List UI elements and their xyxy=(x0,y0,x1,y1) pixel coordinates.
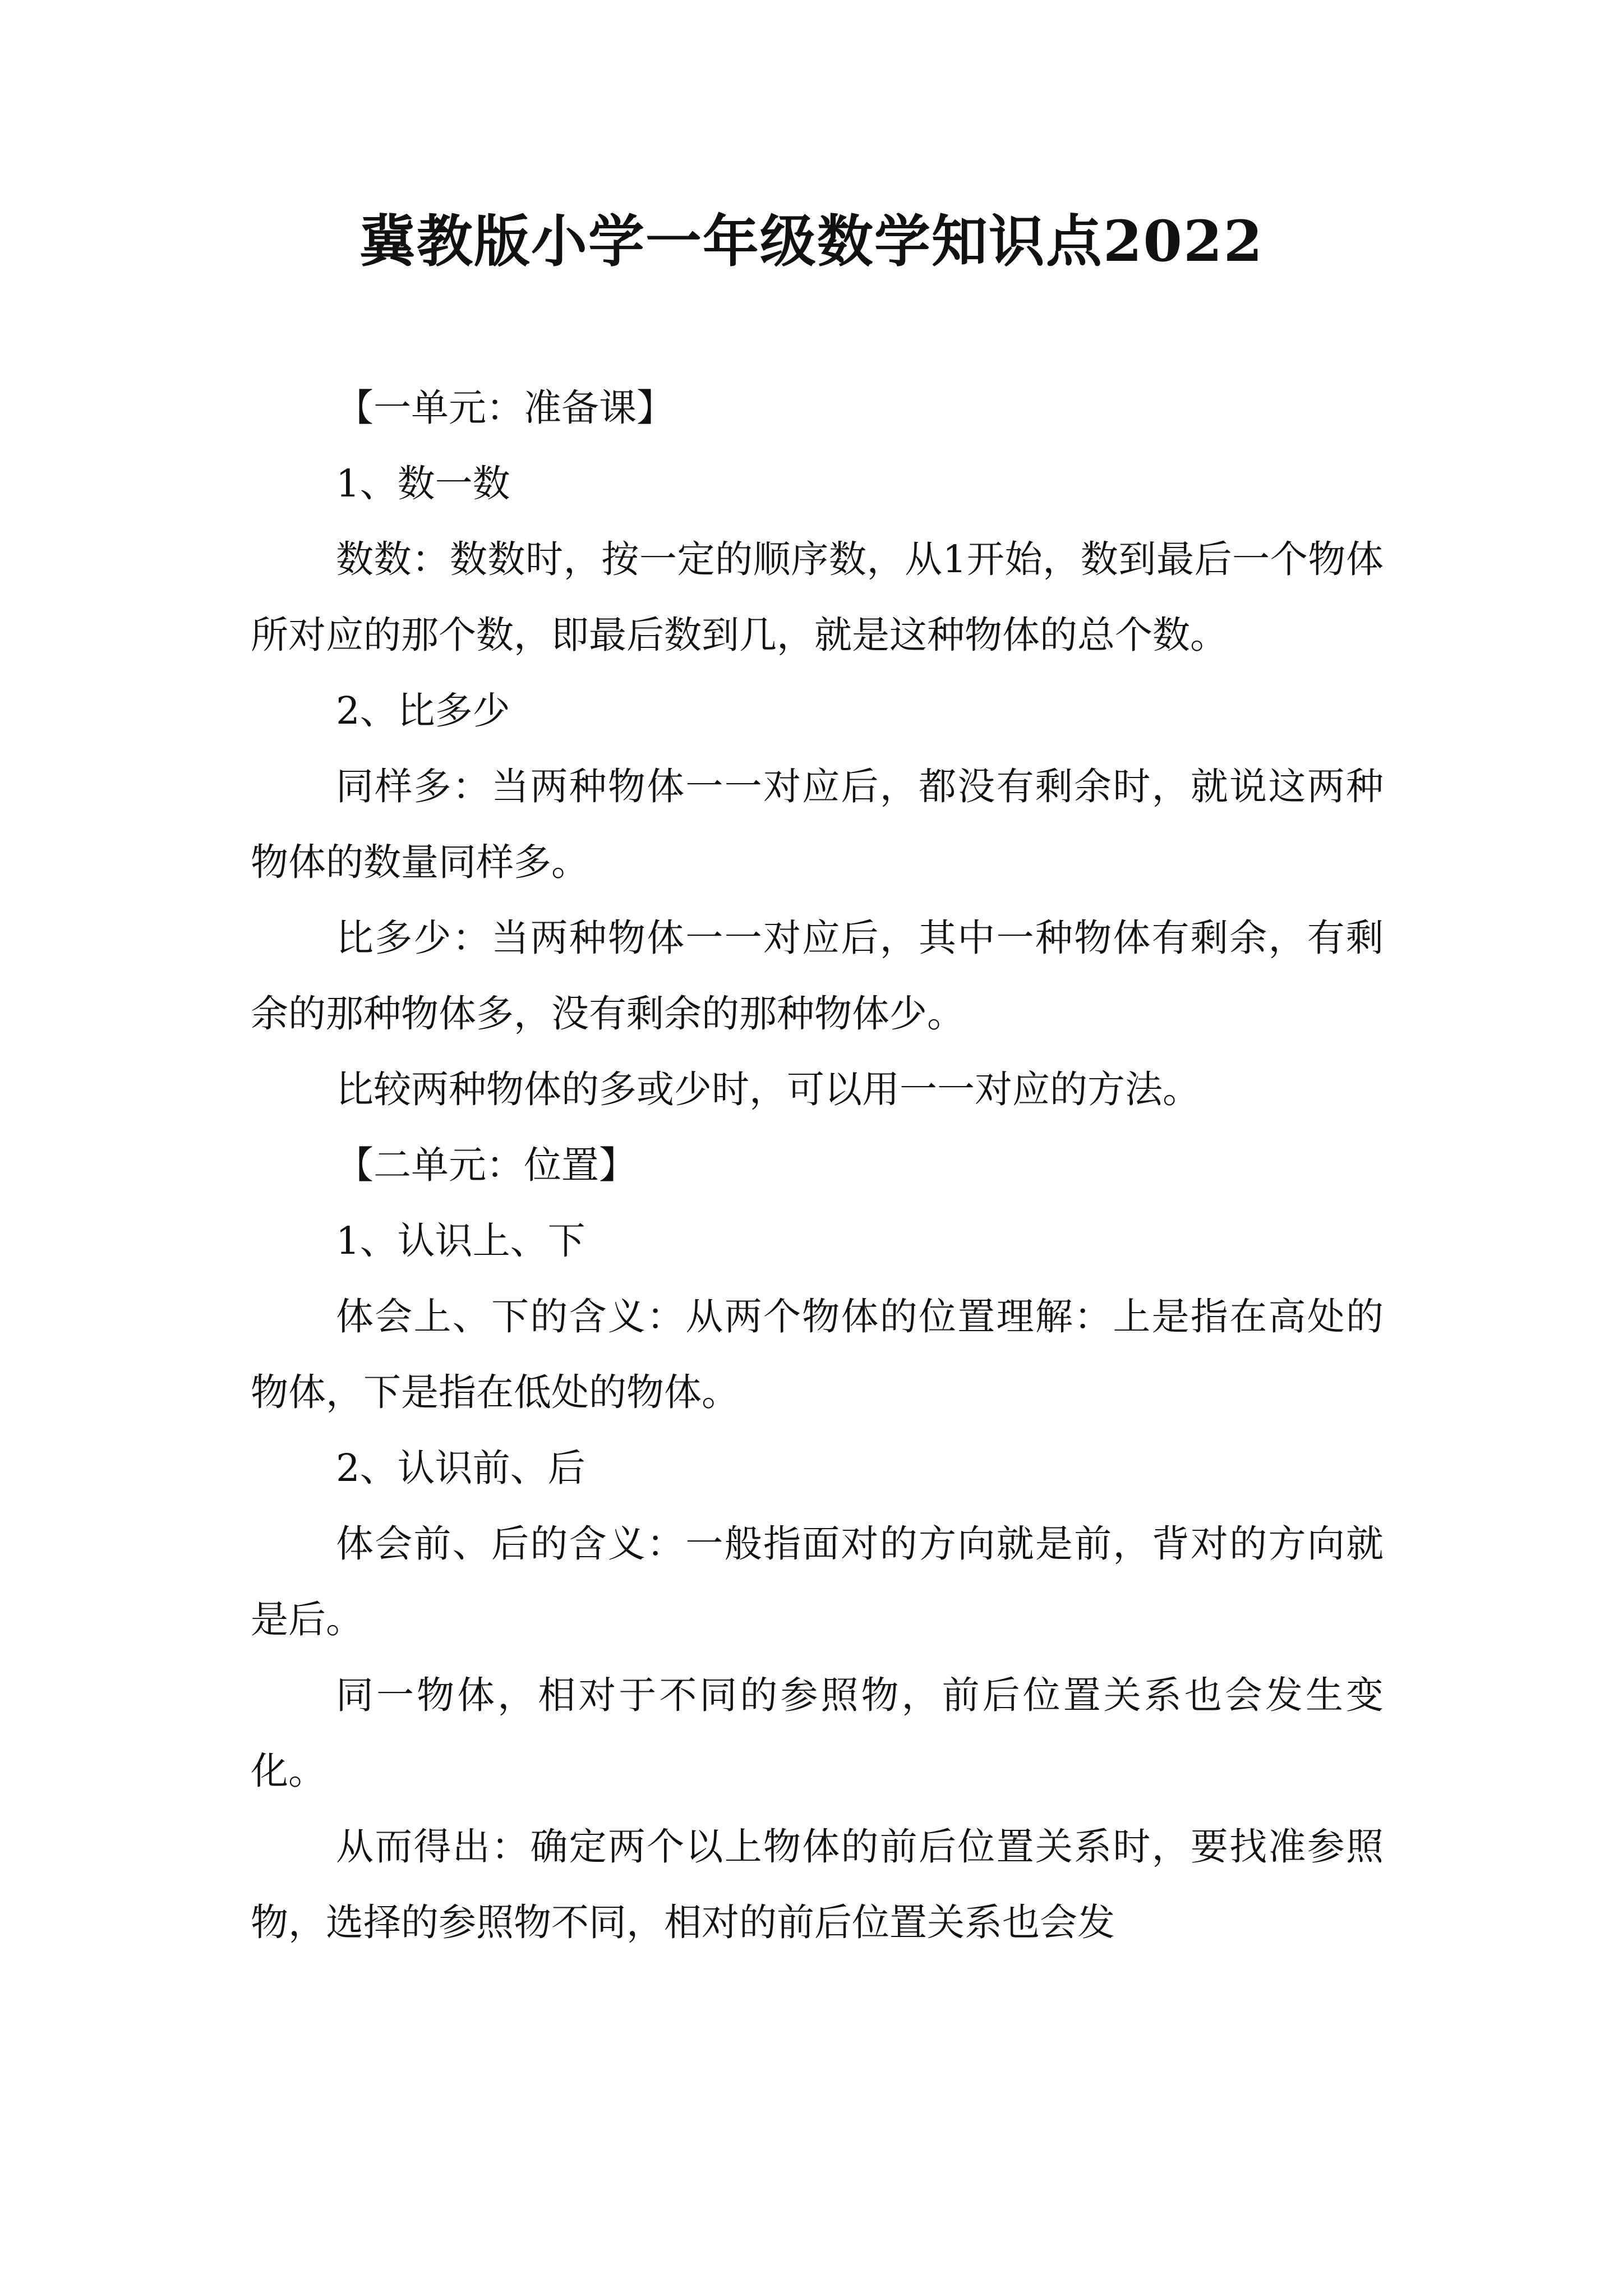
paragraph-reference-change: 同一物体，相对于不同的参照物，前后位置关系也会发生变化。 xyxy=(251,1673,1384,1793)
subheading-compare: 2、比多少 xyxy=(336,689,510,733)
subheading-count: 1、数一数 xyxy=(336,462,510,505)
paragraph-same-amount: 同样多：当两种物体一一对应后，都没有剩余时，就说这两种物体的数量同样多。 xyxy=(251,765,1384,884)
subheading-up-down: 1、认识上、下 xyxy=(336,1219,585,1263)
paragraph-up-down: 体会上、下的含义：从两个物体的位置理解：上是指在高处的物体，下是指在低处的物体。 xyxy=(251,1295,1384,1414)
paragraph-more-less: 比多少：当两种物体一一对应后，其中一种物体有剩余，有剩余的那种物体多，没有剩余的那种物体少。 xyxy=(251,916,1384,1036)
document-title: 冀教版小学一年级数学知识点2022 xyxy=(359,208,1264,274)
section-heading-unit-1: 【一单元：准备课】 xyxy=(336,386,674,430)
section-heading-unit-2: 【二单元：位置】 xyxy=(336,1143,637,1187)
paragraph-conclusion: 从而得出：确定两个以上物体的前后位置关系时，要找准参照物，选择的参照物不同，相对的前后位置关系也会发 xyxy=(251,1825,1384,1944)
paragraph-front-back: 体会前、后的含义：一般指面对的方向就是前，背对的方向就是后。 xyxy=(251,1522,1384,1641)
document-body xyxy=(251,370,1384,1961)
paragraph-compare-method: 比较两种物体的多或少时，可以用一一对应的方法。 xyxy=(336,1068,1200,1111)
subheading-front-back: 2、认识前、后 xyxy=(336,1446,585,1490)
paragraph-counting: 数数：数数时，按一定的顺序数，从1开始，数到最后一个物体所对应的那个数，即最后数到几，就是这种物体的总个数。 xyxy=(251,537,1384,657)
